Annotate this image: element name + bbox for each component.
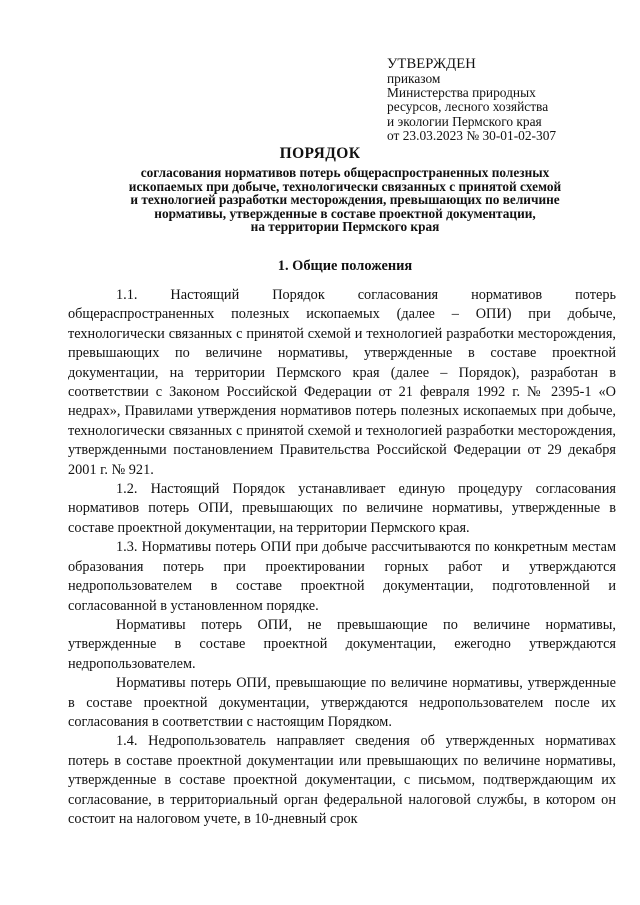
paragraph-1-3: 1.3. Нормативы потерь ОПИ при добыче рассчитываются по конкретным местам образования потерь при проектировании горных работ и утверждаются недропользователем в составе проектной документации, подготовленной и согласованной в установленном порядке. — [68, 539, 616, 614]
approval-line: и экологии Пермского края — [387, 113, 542, 129]
subtitle-line: и технологией разработки месторождения, превышающих по величине — [130, 192, 560, 208]
approval-line: от 23.03.2023 № 30-01-02-307 — [387, 127, 557, 143]
subtitle-line: согласования нормативов потерь общераспространенных полезных — [140, 165, 550, 180]
approval-line: ресурсов, лесного хозяйства — [387, 99, 549, 115]
subtitle-line: нормативы, утвержденные в составе проектной документации, — [154, 205, 536, 221]
approval-heading: УТВЕРЖДЕН — [387, 56, 476, 72]
approval-stamp — [387, 56, 632, 143]
paragraph-1-1: 1.1. Настоящий Порядок согласования нормативов потерь общераспространенных полезных ископаемых (далее – ОПИ) при добыче, технологически связанных с принятой схемой и технологией разработки месторождения, превышающих по величине нормативы, утвержденные в составе проектной документации, на территории Пермского края (далее – Порядок), разработан в соответствии с Законом Российской Федерации от 21 февраля 1992 г. № 2395-1 «О недрах», Правилами утверждения нормативов потерь полезных ископаемых при добыче, технологически связанных с принятой схемой и технологией разработки месторождения, утвержденными постановлением Правительства Российской Федерации от 29 декабря 2001 г. № 921. — [68, 287, 616, 478]
subtitle-line: ископаемых при добыче, технологически связанных с принятой схемой — [128, 178, 562, 194]
section-heading: 1. Общие положения — [277, 258, 413, 274]
paragraph-1-2: 1.2. Настоящий Порядок устанавливает единую процедуру согласования нормативов потерь ОПИ, превышающих по величине нормативы, утвержденные в составе проектной документации, на территории Пермского края. — [68, 481, 616, 536]
document-subtitle — [90, 166, 600, 234]
approval-line: Министерства природных — [387, 85, 536, 101]
subtitle-line: на территории Пермского края — [250, 219, 440, 235]
approval-line: приказом — [387, 71, 441, 86]
paragraph-norms-exceeding: Нормативы потерь ОПИ, превышающие по величине нормативы, утвержденные в составе проектной документации, утверждаются недропользователем после их согласования в соответствии с настоящим Порядком. — [68, 675, 616, 730]
paragraph-1-4: 1.4. Недропользователь направляет сведения об утвержденных нормативах потерь в составе проектной документации или превышающих по величине нормативы, утвержденные в составе проектной документации, с письмом, подтверждающим их согласование, в территориальный орган федеральной налоговой службы, в котором он состоит на налоговом учете, в 10-дневный срок — [68, 733, 616, 827]
document-title: ПОРЯДОК — [279, 145, 361, 162]
paragraph-norms-not-exceeding: Нормативы потерь ОПИ, не превышающие по величине нормативы, утвержденные в составе проектной документации, ежегодно утверждаются недропользователем. — [68, 616, 616, 672]
document-body — [68, 286, 616, 829]
